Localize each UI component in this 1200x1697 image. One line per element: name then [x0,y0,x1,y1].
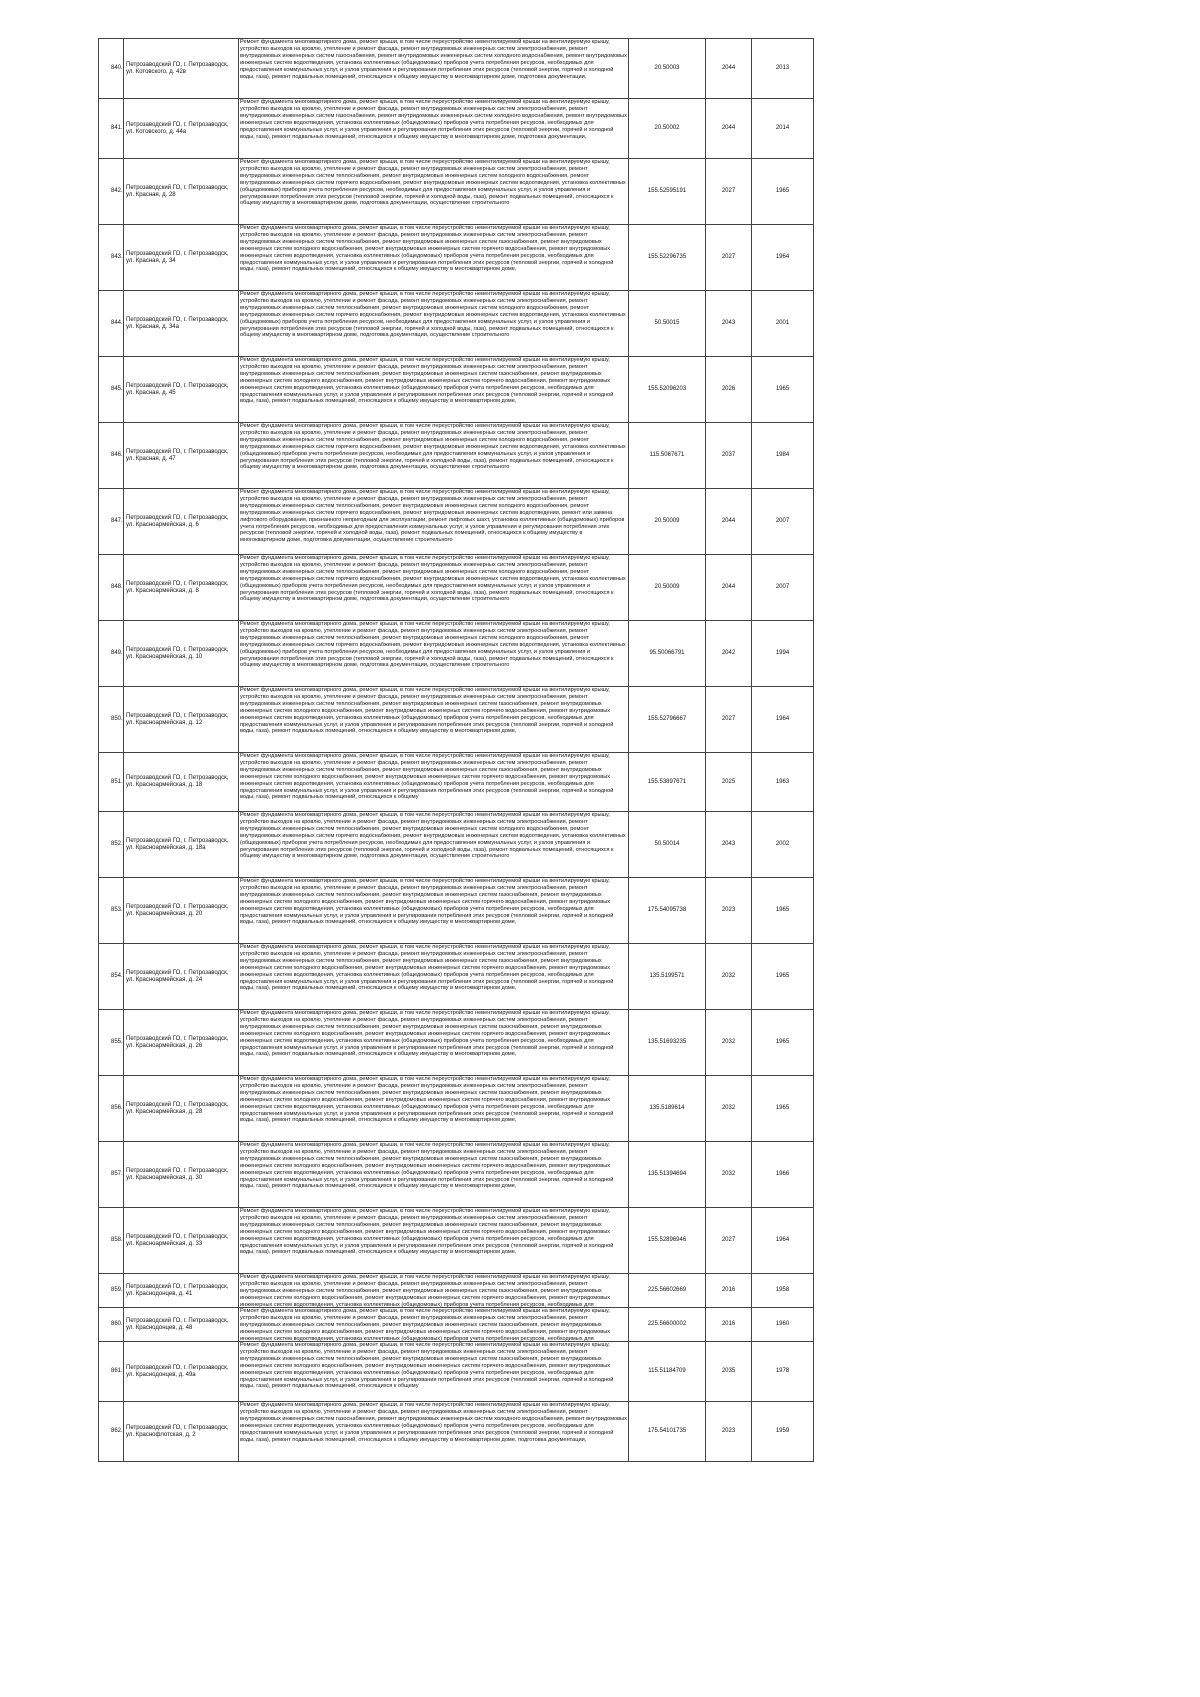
table-row [99,753,814,812]
works-text: Ремонт фундамента многоквартирного дома, ремонт крыши, в том числе переустройство невентилируемой крыши на вентилируемую крышу, устройство выходов на кровлю, утепление и ремонт фасада, ремонт внутридомовых инженерных систем электроснабжения, ремонт внутридомовых инженерных систем теплоснабжения, ремонт внутридомовых инженерных систем холодного водоснабжения, ремонт внутридомовых инженерных систем горячего водоснабжения, ремонт внутридомовых инженерных систем водоотведения, ремонт или замена лифтового оборудования, признанного непригодным для эксплуатации, ремонт лифтовых шахт, установка коллективных (общедомовых) приборов учета потребления ресурсов, необходимых для предоставления коммунальных услуг, и узлов управления и регулирования потребления этих ресурсов (тепловой энергии, горячей и холодной воды, газа), ремонт подвальных помещений, относящихся к общему имуществу в многоквартирном доме, подготовка документации, осуществление строительного [240,489,625,544]
plan-year-cell: 2044 [706,555,752,621]
built-year-cell: 1966 [752,1142,814,1208]
plan-year-cell: 2043 [706,291,752,357]
works-cell [239,1208,629,1274]
plan-year-cell: 2026 [706,357,752,423]
table-row [99,944,814,1010]
cost-cell: 155.52796667 [629,687,706,753]
works-text: Ремонт фундамента многоквартирного дома, ремонт крыши, в том числе переустройство невентилируемой крыши на вентилируемую крышу, устройство выходов на кровлю, утепление и ремонт фасада, ремонт внутридомовых инженерных систем электроснабжения, ремонт внутридомовых инженерных систем теплоснабжения, ремонт внутридомовых инженерных систем газоснабжения, ремонт внутридомовых инженерных систем холодного водоснабжения, ремонт внутридомовых инженерных систем горячего водоснабжения, ремонт внутридомовых инженерных систем водоотведения, установка коллективных (общедомовых) приборов учета потребления ресурсов, необходимых для предоставления коммунальных услуг, и узлов управления и регулирования потребления этих ресурсов (тепловой энергии, горячей и холодной воды, газа), ремонт подвальных помещений, относящихся к общему имуществу в многоквартирном доме, [240,687,614,735]
plan-year-cell: 2044 [706,99,752,159]
row-number: 856. [99,1076,124,1142]
cost-cell: 20.50009 [629,489,706,555]
plan-year-cell: 2044 [706,39,752,99]
table-row [99,687,814,753]
works-cell [239,687,629,753]
works-cell [239,1342,629,1402]
works-cell [239,357,629,423]
address-cell: Петрозаводский ГО, г. Петрозаводск, ул. Красноармейская, д. 30 [124,1142,239,1208]
row-number: 844. [99,291,124,357]
row-number: 855. [99,1010,124,1076]
plan-year-cell: 2037 [706,423,752,489]
cost-cell: 20.50003 [629,39,706,99]
row-number: 859. [99,1274,124,1308]
cost-cell: 20.50009 [629,555,706,621]
built-year-cell: 2007 [752,489,814,555]
built-year-cell: 1978 [752,1342,814,1402]
works-text: Ремонт фундамента многоквартирного дома, ремонт крыши, в том числе переустройство невентилируемой крыши на вентилируемую крышу, устройство выходов на кровлю, утепление и ремонт фасада, ремонт внутридомовых инженерных систем электроснабжения, ремонт внутридомовых инженерных систем теплоснабжения, ремонт внутридомовых инженерных систем холодного водоснабжения, ремонт внутридомовых инженерных систем горячего водоснабжения, ремонт внутридомовых инженерных систем водоотведения, установка коллективных (общедомовых) приборов учета потребления ресурсов, необходимых для предоставления коммунальных услуг, и узлов управления и регулирования потребления этих ресурсов (тепловой энергии, горячей и холодной воды, газа), ремонт подвальных помещений, относящихся к общему имуществу в многоквартирном доме, подготовка документации, осуществление строительного [240,291,626,339]
built-year-cell: 1964 [752,1208,814,1274]
built-year-cell: 2013 [752,39,814,99]
address-cell: Петрозаводский ГО, г. Петрозаводск, ул. Красная, д. 34 [124,225,239,291]
cost-cell: 225.56602669 [629,1274,706,1308]
works-text: Ремонт фундамента многоквартирного дома, ремонт крыши, в том числе переустройство невентилируемой крыши на вентилируемую крышу, устройство выходов на кровлю, утепление и ремонт фасада, ремонт внутридомовых инженерных систем электроснабжения, ремонт внутридомовых инженерных систем теплоснабжения, ремонт внутридомовых инженерных систем газоснабжения, ремонт внутридомовых инженерных систем холодного водоснабжения, ремонт внутридомовых инженерных систем горячего водоснабжения, ремонт внутридомовых инженерных систем водоотведения, установка коллективных (общедомовых) приборов учета потребления ресурсов, необходимых для предоставления коммунальных услуг, и узлов управления и регулирования потребления этих ресурсов (тепловой энергии, горячей и холодной воды, газа), ремонт подвальных помещений, относящихся к общему имуществу в многоквартирном доме, [240,1010,614,1058]
works-cell [239,621,629,687]
address-cell: Петрозаводский ГО, г. Петрозаводск, ул. Красноармейская, д. 18 [124,753,239,812]
works-cell [239,878,629,944]
works-text: Ремонт фундамента многоквартирного дома, ремонт крыши, в том числе переустройство невентилируемой крыши на вентилируемую крышу, устройство выходов на кровлю, утепление и ремонт фасада, ремонт внутридомовых инженерных систем электроснабжения, ремонт внутридомовых инженерных систем теплоснабжения, ремонт внутридомовых инженерных систем газоснабжения, ремонт внутридомовых инженерных систем холодного водоснабжения, ремонт внутридомовых инженерных систем горячего водоснабжения, ремонт внутридомовых инженерных систем водоотведения, установка коллективных (общедомовых) приборов учета потребления ресурсов, необходимых для [240,1308,611,1341]
works-text: Ремонт фундамента многоквартирного дома, ремонт крыши, в том числе переустройство невентилируемой крыши на вентилируемую крышу, устройство выходов на кровлю, утепление и ремонт фасада, ремонт внутридомовых инженерных систем электроснабжения, ремонт внутридомовых инженерных систем теплоснабжения, ремонт внутридомовых инженерных систем газоснабжения, ремонт внутридомовых инженерных систем холодного водоснабжения, ремонт внутридомовых инженерных систем горячего водоснабжения, ремонт внутридомовых инженерных систем водоотведения, установка коллективных (общедомовых) приборов учета потребления ресурсов, необходимых для предоставления коммунальных услуг, и узлов управления и регулирования потребления этих ресурсов (тепловой энергии, горячей и холодной воды, газа), ремонт подвальных помещений, относящихся к общему имуществу в многоквартирном доме, [240,225,614,273]
works-cell [239,753,629,812]
table-row [99,39,814,99]
plan-year-cell: 2027 [706,1208,752,1274]
cost-cell: 155.52896946 [629,1208,706,1274]
address-cell: Петрозаводский ГО, г. Петрозаводск, ул. Красноармейская, д. 20 [124,878,239,944]
cost-cell: 135.51693235 [629,1010,706,1076]
built-year-cell: 1963 [752,753,814,812]
built-year-cell: 1965 [752,159,814,225]
built-year-cell: 1964 [752,687,814,753]
works-text: Ремонт фундамента многоквартирного дома, ремонт крыши, в том числе переустройство невентилируемой крыши на вентилируемую крышу, устройство выходов на кровлю, утепление и ремонт фасада, ремонт внутридомовых инженерных систем электроснабжения, ремонт внутридомовых инженерных систем теплоснабжения, ремонт внутридомовых инженерных систем газоснабжения, ремонт внутридомовых инженерных систем холодного водоснабжения, ремонт внутридомовых инженерных систем горячего водоснабжения, ремонт внутридомовых инженерных систем водоотведения, установка коллективных (общедомовых) приборов учета потребления ресурсов, необходимых для предоставления коммунальных услуг, и узлов управления и регулирования потребления этих ресурсов (тепловой энергии, горячей и холодной воды, газа), ремонт подвальных помещений, относящихся к общему [240,753,614,801]
row-number: 858. [99,1208,124,1274]
table-row [99,1208,814,1274]
repair-program-table [98,38,814,1462]
table-row [99,225,814,291]
cost-cell: 155.53897671 [629,753,706,812]
works-text: Ремонт фундамента многоквартирного дома, ремонт крыши, в том числе переустройство невентилируемой крыши на вентилируемую крышу, устройство выходов на кровлю, утепление и ремонт фасада, ремонт внутридомовых инженерных систем электроснабжения, ремонт внутридомовых инженерных систем газоснабжения, ремонт внутридомовых инженерных систем холодного водоснабжения, ремонт внутридомовых инженерных систем водоотведения, установка коллективных (общедомовых) приборов учета потребления ресурсов, необходимых для предоставления коммунальных услуг, и узлов управления и регулирования потребления этих ресурсов (тепловой энергии, горячей и холодной воды, газа), ремонт подвальных помещений, относящихся к общему имуществу в многоквартирном доме, подготовка документации, [240,1402,627,1443]
row-number: 860. [99,1308,124,1342]
plan-year-cell: 2016 [706,1274,752,1308]
cost-cell: 175.54095738 [629,878,706,944]
address-cell: Петрозаводский ГО, г. Петрозаводск, ул. Краснофлотская, д. 2 [124,1402,239,1462]
works-text: Ремонт фундамента многоквартирного дома, ремонт крыши, в том числе переустройство невентилируемой крыши на вентилируемую крышу, устройство выходов на кровлю, утепление и ремонт фасада, ремонт внутридомовых инженерных систем электроснабжения, ремонт внутридомовых инженерных систем газоснабжения, ремонт внутридомовых инженерных систем холодного водоснабжения, ремонт внутридомовых инженерных систем водоотведения, установка коллективных (общедомовых) приборов учета потребления ресурсов, необходимых для предоставления коммунальных услуг, и узлов управления и регулирования потребления этих ресурсов (тепловой энергии, горячей и холодной воды, газа), ремонт подвальных помещений, относящихся к общему имуществу в многоквартирном доме, подготовка документации, [240,39,627,80]
built-year-cell: 1959 [752,1402,814,1462]
plan-year-cell: 2023 [706,1402,752,1462]
table-row [99,1274,814,1308]
address-cell: Петрозаводский ГО, г. Петрозаводск, ул. Красноармейская, д. 12 [124,687,239,753]
works-cell [239,1402,629,1462]
works-cell [239,1076,629,1142]
table-row [99,812,814,878]
works-text: Ремонт фундамента многоквартирного дома, ремонт крыши, в том числе переустройство невентилируемой крыши на вентилируемую крышу, устройство выходов на кровлю, утепление и ремонт фасада, ремонт внутридомовых инженерных систем электроснабжения, ремонт внутридомовых инженерных систем теплоснабжения, ремонт внутридомовых инженерных систем газоснабжения, ремонт внутридомовых инженерных систем холодного водоснабжения, ремонт внутридомовых инженерных систем горячего водоснабжения, ремонт внутридомовых инженерных систем водоотведения, установка коллективных (общедомовых) приборов учета потребления ресурсов, необходимых для предоставления коммунальных услуг, и узлов управления и регулирования потребления этих ресурсов (тепловой энергии, горячей и холодной воды, газа), ремонт подвальных помещений, относящихся к общему имуществу в многоквартирном доме, [240,1208,614,1256]
row-number: 843. [99,225,124,291]
address-cell: Петрозаводский ГО, г. Петрозаводск, ул. Красноармейская, д. 28 [124,1076,239,1142]
works-cell [239,225,629,291]
built-year-cell: 1965 [752,878,814,944]
built-year-cell: 1958 [752,1274,814,1308]
works-text: Ремонт фундамента многоквартирного дома, ремонт крыши, в том числе переустройство невентилируемой крыши на вентилируемую крышу, устройство выходов на кровлю, утепление и ремонт фасада, ремонт внутридомовых инженерных систем электроснабжения, ремонт внутридомовых инженерных систем теплоснабжения, ремонт внутридомовых инженерных систем холодного водоснабжения, ремонт внутридомовых инженерных систем горячего водоснабжения, ремонт внутридомовых инженерных систем водоотведения, установка коллективных (общедомовых) приборов учета потребления ресурсов, необходимых для предоставления коммунальных услуг, и узлов управления и регулирования потребления этих ресурсов (тепловой энергии, горячей и холодной воды, газа), ремонт подвальных помещений, относящихся к общему имуществу в многоквартирном доме, подготовка документации, осуществление строительного [240,621,626,669]
table-row [99,1142,814,1208]
address-cell: Петрозаводский ГО, г. Петрозаводск, ул. Красноармейская, д. 10 [124,621,239,687]
built-year-cell: 1994 [752,621,814,687]
row-number: 854. [99,944,124,1010]
table-row [99,555,814,621]
address-cell: Петрозаводский ГО, г. Петрозаводск, ул. Красная, д. 47 [124,423,239,489]
table-row [99,99,814,159]
works-cell [239,1142,629,1208]
cost-cell: 115.51184709 [629,1342,706,1402]
built-year-cell: 1960 [752,1308,814,1342]
row-number: 851. [99,753,124,812]
cost-cell: 135.5189614 [629,1076,706,1142]
plan-year-cell: 2027 [706,687,752,753]
works-text: Ремонт фундамента многоквартирного дома, ремонт крыши, в том числе переустройство невентилируемой крыши на вентилируемую крышу, устройство выходов на кровлю, утепление и ремонт фасада, ремонт внутридомовых инженерных систем электроснабжения, ремонт внутридомовых инженерных систем теплоснабжения, ремонт внутридомовых инженерных систем холодного водоснабжения, ремонт внутридомовых инженерных систем горячего водоснабжения, ремонт внутридомовых инженерных систем водоотведения, установка коллективных (общедомовых) приборов учета потребления ресурсов, необходимых для предоставления коммунальных услуг, и узлов управления и регулирования потребления этих ресурсов (тепловой энергии, горячей и холодной воды, газа), ремонт подвальных помещений, относящихся к общему имуществу в многоквартирном доме, подготовка документации, осуществление строительного [240,812,626,860]
works-cell [239,159,629,225]
row-number: 840. [99,39,124,99]
cost-cell: 135.51394694 [629,1142,706,1208]
works-text: Ремонт фундамента многоквартирного дома, ремонт крыши, в том числе переустройство невентилируемой крыши на вентилируемую крышу, устройство выходов на кровлю, утепление и ремонт фасада, ремонт внутридомовых инженерных систем электроснабжения, ремонт внутридомовых инженерных систем теплоснабжения, ремонт внутридомовых инженерных систем газоснабжения, ремонт внутридомовых инженерных систем холодного водоснабжения, ремонт внутридомовых инженерных систем горячего водоснабжения, ремонт внутридомовых инженерных систем водоотведения, установка коллективных (общедомовых) приборов учета потребления ресурсов, необходимых для предоставления коммунальных услуг, и узлов управления и регулирования потребления этих ресурсов (тепловой энергии, горячей и холодной воды, газа), ремонт подвальных помещений, относящихся к общему имуществу в многоквартирном доме, [240,357,614,405]
address-cell: Петрозаводский ГО, г. Петрозаводск, ул. Краснодонцев, д. 41 [124,1274,239,1308]
table-row [99,291,814,357]
row-number: 862. [99,1402,124,1462]
cost-cell: 50.50014 [629,812,706,878]
built-year-cell: 2014 [752,99,814,159]
works-text: Ремонт фундамента многоквартирного дома, ремонт крыши, в том числе переустройство невентилируемой крыши на вентилируемую крышу, устройство выходов на кровлю, утепление и ремонт фасада, ремонт внутридомовых инженерных систем электроснабжения, ремонт внутридомовых инженерных систем теплоснабжения, ремонт внутридомовых инженерных систем холодного водоснабжения, ремонт внутридомовых инженерных систем горячего водоснабжения, ремонт внутридомовых инженерных систем водоотведения, установка коллективных (общедомовых) приборов учета потребления ресурсов, необходимых для предоставления коммунальных услуг, и узлов управления и регулирования потребления этих ресурсов (тепловой энергии, горячей и холодной воды, газа), ремонт подвальных помещений, относящихся к общему имуществу в многоквартирном доме, подготовка документации, осуществление строительного [240,555,626,603]
table-row [99,489,814,555]
built-year-cell: 1964 [752,225,814,291]
row-number: 861. [99,1342,124,1402]
table-row [99,878,814,944]
address-cell: Петрозаводский ГО, г. Петрозаводск, ул. Краснодонцев, д. 49а [124,1342,239,1402]
address-cell: Петрозаводский ГО, г. Петрозаводск, ул. Красноармейская, д. 6 [124,489,239,555]
row-number: 850. [99,687,124,753]
works-text: Ремонт фундамента многоквартирного дома, ремонт крыши, в том числе переустройство невентилируемой крыши на вентилируемую крышу, устройство выходов на кровлю, утепление и ремонт фасада, ремонт внутридомовых инженерных систем электроснабжения, ремонт внутридомовых инженерных систем теплоснабжения, ремонт внутридомовых инженерных систем газоснабжения, ремонт внутридомовых инженерных систем холодного водоснабжения, ремонт внутридомовых инженерных систем горячего водоснабжения, ремонт внутридомовых инженерных систем водоотведения, установка коллективных (общедомовых) приборов учета потребления ресурсов, необходимых для предоставления коммунальных услуг, и узлов управления и регулирования потребления этих ресурсов (тепловой энергии, горячей и холодной воды, газа), ремонт подвальных помещений, относящихся к общему имуществу в многоквартирном доме, [240,878,614,926]
plan-year-cell: 2042 [706,621,752,687]
address-cell: Петрозаводский ГО, г. Петрозаводск, ул. Красноармейская, д. 33 [124,1208,239,1274]
plan-year-cell: 2043 [706,812,752,878]
address-cell: Петрозаводский ГО, г. Петрозаводск, ул. Красная, д. 34а [124,291,239,357]
works-cell [239,555,629,621]
table-row [99,1342,814,1402]
works-cell [239,423,629,489]
row-number: 842. [99,159,124,225]
address-cell: Петрозаводский ГО, г. Петрозаводск, ул. Котовского, д. 44а [124,99,239,159]
built-year-cell: 1965 [752,357,814,423]
cost-cell: 50.50015 [629,291,706,357]
plan-year-cell: 2035 [706,1342,752,1402]
table-row [99,621,814,687]
table-row [99,423,814,489]
row-number: 848. [99,555,124,621]
works-text: Ремонт фундамента многоквартирного дома, ремонт крыши, в том числе переустройство невентилируемой крыши на вентилируемую крышу, устройство выходов на кровлю, утепление и ремонт фасада, ремонт внутридомовых инженерных систем электроснабжения, ремонт внутридомовых инженерных систем теплоснабжения, ремонт внутридомовых инженерных систем газоснабжения, ремонт внутридомовых инженерных систем холодного водоснабжения, ремонт внутридомовых инженерных систем горячего водоснабжения, ремонт внутридомовых инженерных систем водоотведения, установка коллективных (общедомовых) приборов учета потребления ресурсов, необходимых для предоставления коммунальных услуг, и узлов управления и регулирования потребления этих ресурсов (тепловой энергии, горячей и холодной воды, газа), ремонт подвальных помещений, относящихся к общему имуществу в многоквартирном доме, [240,1142,614,1190]
plan-year-cell: 2032 [706,1010,752,1076]
works-cell [239,291,629,357]
address-cell: Петрозаводский ГО, г. Петрозаводск, ул. Котовского, д. 42в [124,39,239,99]
table-row [99,1010,814,1076]
cost-cell: 135.5199571 [629,944,706,1010]
cost-cell: 155.52096203 [629,357,706,423]
row-number: 853. [99,878,124,944]
built-year-cell: 1965 [752,1010,814,1076]
built-year-cell: 1965 [752,944,814,1010]
plan-year-cell: 2016 [706,1308,752,1342]
row-number: 846. [99,423,124,489]
built-year-cell: 2007 [752,555,814,621]
works-cell [239,1274,629,1308]
table-row [99,1308,814,1342]
row-number: 845. [99,357,124,423]
table-row [99,357,814,423]
works-cell [239,99,629,159]
address-cell: Петрозаводский ГО, г. Петрозаводск, ул. Красная, д. 28 [124,159,239,225]
works-cell [239,489,629,555]
works-cell [239,812,629,878]
table-body [99,39,814,1462]
plan-year-cell: 2044 [706,489,752,555]
row-number: 849. [99,621,124,687]
plan-year-cell: 2025 [706,753,752,812]
plan-year-cell: 2027 [706,225,752,291]
works-text: Ремонт фундамента многоквартирного дома, ремонт крыши, в том числе переустройство невентилируемой крыши на вентилируемую крышу, устройство выходов на кровлю, утепление и ремонт фасада, ремонт внутридомовых инженерных систем электроснабжения, ремонт внутридомовых инженерных систем теплоснабжения, ремонт внутридомовых инженерных систем холодного водоснабжения, ремонт внутридомовых инженерных систем горячего водоснабжения, ремонт внутридомовых инженерных систем водоотведения, установка коллективных (общедомовых) приборов учета потребления ресурсов, необходимых для предоставления коммунальных услуг, и узлов управления и регулирования потребления этих ресурсов (тепловой энергии, горячей и холодной воды, газа), ремонт подвальных помещений, относящихся к общему имуществу в многоквартирном доме, подготовка документации, осуществление строительного [240,423,626,471]
address-cell: Петрозаводский ГО, г. Петрозаводск, ул. Краснодонцев, д. 48 [124,1308,239,1342]
row-number: 857. [99,1142,124,1208]
plan-year-cell: 2027 [706,159,752,225]
works-cell [239,944,629,1010]
works-text: Ремонт фундамента многоквартирного дома, ремонт крыши, в том числе переустройство невентилируемой крыши на вентилируемую крышу, устройство выходов на кровлю, утепление и ремонт фасада, ремонт внутридомовых инженерных систем электроснабжения, ремонт внутридомовых инженерных систем теплоснабжения, ремонт внутридомовых инженерных систем холодного водоснабжения, ремонт внутридомовых инженерных систем горячего водоснабжения, ремонт внутридомовых инженерных систем водоотведения, установка коллективных (общедомовых) приборов учета потребления ресурсов, необходимых для предоставления коммунальных услуг, и узлов управления и регулирования потребления этих ресурсов (тепловой энергии, горячей и холодной воды, газа), ремонт подвальных помещений, относящихся к общему имуществу в многоквартирном доме, подготовка документации, осуществление строительного [240,159,626,207]
address-cell: Петрозаводский ГО, г. Петрозаводск, ул. Красноармейская, д. 8 [124,555,239,621]
works-text: Ремонт фундамента многоквартирного дома, ремонт крыши, в том числе переустройство невентилируемой крыши на вентилируемую крышу, устройство выходов на кровлю, утепление и ремонт фасада, ремонт внутридомовых инженерных систем электроснабжения, ремонт внутридомовых инженерных систем теплоснабжения, ремонт внутридомовых инженерных систем газоснабжения, ремонт внутридомовых инженерных систем холодного водоснабжения, ремонт внутридомовых инженерных систем горячего водоснабжения, ремонт внутридомовых инженерных систем водоотведения, установка коллективных (общедомовых) приборов учета потребления ресурсов, необходимых для предоставления коммунальных услуг, и узлов управления и регулирования потребления этих ресурсов (тепловой энергии, горячей и холодной воды, газа), ремонт подвальных помещений, относящихся к общему имуществу в многоквартирном доме, [240,944,614,992]
cost-cell: 155.52296735 [629,225,706,291]
plan-year-cell: 2023 [706,878,752,944]
works-cell [239,39,629,99]
built-year-cell: 2002 [752,812,814,878]
address-cell: Петрозаводский ГО, г. Петрозаводск, ул. Красноармейская, д. 24 [124,944,239,1010]
built-year-cell: 2001 [752,291,814,357]
cost-cell: 225.56600002 [629,1308,706,1342]
table-row [99,1076,814,1142]
table-row [99,159,814,225]
works-text: Ремонт фундамента многоквартирного дома, ремонт крыши, в том числе переустройство невентилируемой крыши на вентилируемую крышу, устройство выходов на кровлю, утепление и ремонт фасада, ремонт внутридомовых инженерных систем электроснабжения, ремонт внутридомовых инженерных систем теплоснабжения, ремонт внутридомовых инженерных систем газоснабжения, ремонт внутридомовых инженерных систем холодного водоснабжения, ремонт внутридомовых инженерных систем горячего водоснабжения, ремонт внутридомовых инженерных систем водоотведения, установка коллективных (общедомовых) приборов учета потребления ресурсов, необходимых для предоставления коммунальных услуг, и узлов управления и регулирования потребления этих ресурсов (тепловой энергии, горячей и холодной воды, газа), ремонт подвальных помещений, относящихся к общему имуществу в многоквартирном доме, [240,1076,614,1124]
cost-cell: 95.50066791 [629,621,706,687]
cost-cell: 115.5067671 [629,423,706,489]
works-text: Ремонт фундамента многоквартирного дома, ремонт крыши, в том числе переустройство невентилируемой крыши на вентилируемую крышу, устройство выходов на кровлю, утепление и ремонт фасада, ремонт внутридомовых инженерных систем электроснабжения, ремонт внутридомовых инженерных систем газоснабжения, ремонт внутридомовых инженерных систем холодного водоснабжения, ремонт внутридомовых инженерных систем водоотведения, установка коллективных (общедомовых) приборов учета потребления ресурсов, необходимых для предоставления коммунальных услуг, и узлов управления и регулирования потребления этих ресурсов (тепловой энергии, горячей и холодной воды, газа), ремонт подвальных помещений, относящихся к общему имуществу в многоквартирном доме, подготовка документации, [240,99,627,140]
works-text: Ремонт фундамента многоквартирного дома, ремонт крыши, в том числе переустройство невентилируемой крыши на вентилируемую крышу, устройство выходов на кровлю, утепление и ремонт фасада, ремонт внутридомовых инженерных систем электроснабжения, ремонт внутридомовых инженерных систем теплоснабжения, ремонт внутридомовых инженерных систем газоснабжения, ремонт внутридомовых инженерных систем холодного водоснабжения, ремонт внутридомовых инженерных систем горячего водоснабжения, ремонт внутридомовых инженерных систем водоотведения, установка коллективных (общедомовых) приборов учета потребления ресурсов, необходимых для предоставления коммунальных услуг, и узлов управления и регулирования потребления этих ресурсов (тепловой энергии, горячей и холодной воды, газа), ремонт подвальных помещений, относящихся к общему [240,1342,614,1390]
address-cell: Петрозаводский ГО, г. Петрозаводск, ул. Красноармейская, д. 18а [124,812,239,878]
works-text: Ремонт фундамента многоквартирного дома, ремонт крыши, в том числе переустройство невентилируемой крыши на вентилируемую крышу, устройство выходов на кровлю, утепление и ремонт фасада, ремонт внутридомовых инженерных систем электроснабжения, ремонт внутридомовых инженерных систем теплоснабжения, ремонт внутридомовых инженерных систем газоснабжения, ремонт внутридомовых инженерных систем холодного водоснабжения, ремонт внутридомовых инженерных систем горячего водоснабжения, ремонт внутридомовых инженерных систем водоотведения, установка коллективных (общедомовых) приборов учета потребления ресурсов, необходимых для [240,1274,611,1307]
plan-year-cell: 2032 [706,1142,752,1208]
cost-cell: 175.54101735 [629,1402,706,1462]
plan-year-cell: 2032 [706,1076,752,1142]
row-number: 841. [99,99,124,159]
works-cell [239,1010,629,1076]
cost-cell: 155.52595191 [629,159,706,225]
address-cell: Петрозаводский ГО, г. Петрозаводск, ул. Красноармейская, д. 26 [124,1010,239,1076]
row-number: 852. [99,812,124,878]
works-cell [239,1308,629,1342]
row-number: 847. [99,489,124,555]
cost-cell: 20.50002 [629,99,706,159]
address-cell: Петрозаводский ГО, г. Петрозаводск, ул. Красная, д. 45 [124,357,239,423]
table-row [99,1402,814,1462]
built-year-cell: 1965 [752,1076,814,1142]
built-year-cell: 1984 [752,423,814,489]
plan-year-cell: 2032 [706,944,752,1010]
